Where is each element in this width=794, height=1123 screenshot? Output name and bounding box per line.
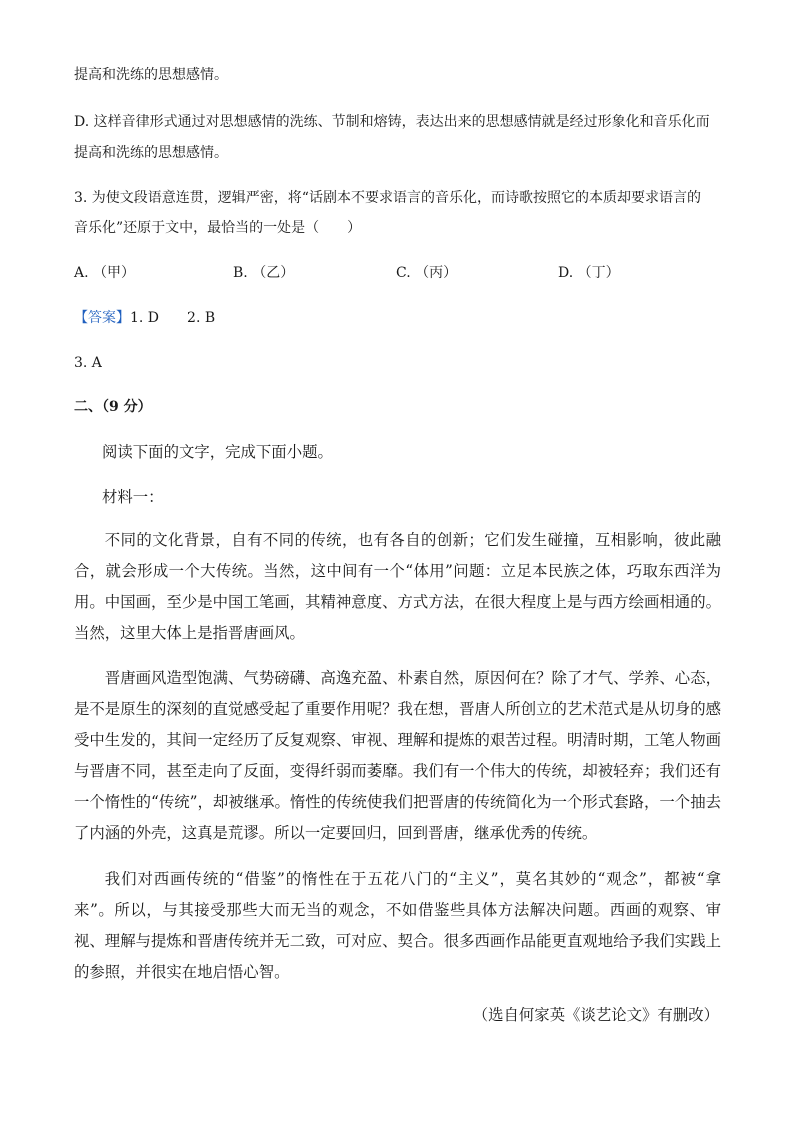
answer-line-2: 3. A — [74, 355, 102, 371]
option-d-line-2: 提高和洗练的思想感情。 — [74, 145, 228, 161]
answer-line-1 — [74, 309, 215, 327]
section-2-title: 二、（9 分） — [74, 399, 152, 415]
material-title: 材料一： — [102, 488, 164, 506]
q3-option-a: A. （甲） — [74, 265, 136, 281]
q3-option-b: B. （乙） — [233, 265, 295, 281]
instruction: 阅读下面的文字，完成下面小题。 — [102, 443, 333, 461]
paragraph-2: 晋唐画风造型饱满、气势磅礴、高逸充盈、朴素自然，原因何在？除了才气、学养、心态，是不是原生的深刻的直觉感受起了重要作用呢？我在想，晋唐人所创立的艺术范式是从切身的感受中生发的，其间一定经历了反复观察、审视、理解和提炼的艰苦过程。明清时期，工笔人物画与晋唐不同，甚至走向了反面，变得纤弱而萎靡。我们有一个伟大的传统，却被轻弃；我们还有一个惰性的“传统”，却被继承。惰性的传统使我们把晋唐的传统简化为一个形式套路，一个抽去了内涵的外壳，这真是荒谬。所以一定要回归，回到晋唐，继承优秀的传统。 — [74, 669, 721, 842]
option-d-line-1: D. 这样音律形式通过对思想感情的洗练、节制和熔铸，表达出来的思想感情就是经过形象化和音乐化而 — [74, 114, 710, 130]
question-3-line-2: 音乐化”还原于文中，最恰当的一处是（ ） — [74, 220, 362, 236]
paragraph-1: 不同的文化背景，自有不同的传统，也有各自的创新；它们发生碰撞，互相影响，彼此融合，就会形成一个大传统。当然，这中间有一个“体用”问题：立足本民族之体，巧取东西洋为用。中国画，至少是中国工笔画，其精神意度、方式方法，在很大程度上是与西方绘画相通的。当然，这里大体上是指晋唐画风。 — [74, 531, 721, 642]
q3-option-d: D. （丁） — [558, 265, 620, 281]
q3-option-c: C. （丙） — [396, 265, 458, 281]
answer-label: 【答案】 — [74, 310, 130, 326]
paragraph-3: 我们对西画传统的“借鉴”的惰性在于五花八门的“主义”，莫名其妙的“观念”，都被“拿来”。所以，与其接受那些大而无当的观念，不如借鉴些具体方法解决问题。西画的观察、审视、理解与提炼和晋唐传统并无二致，可对应、契合。很多西画作品能更直观地给予我们实践上的参照，并很实在地启悟心智。 — [74, 870, 721, 981]
question-3-line-1: 3. 为使文段语意连贯，逻辑严密，将“话剧本不要求语言的音乐化，而诗歌按照它的本质却要求语言的 — [74, 190, 701, 206]
option-c-continuation: 提高和洗练的思想感情。 — [74, 67, 228, 83]
answer-values-1: 1. D 2. B — [130, 310, 216, 326]
source-citation: （选自何家英《谈艺论文》有删改） — [472, 1006, 719, 1024]
